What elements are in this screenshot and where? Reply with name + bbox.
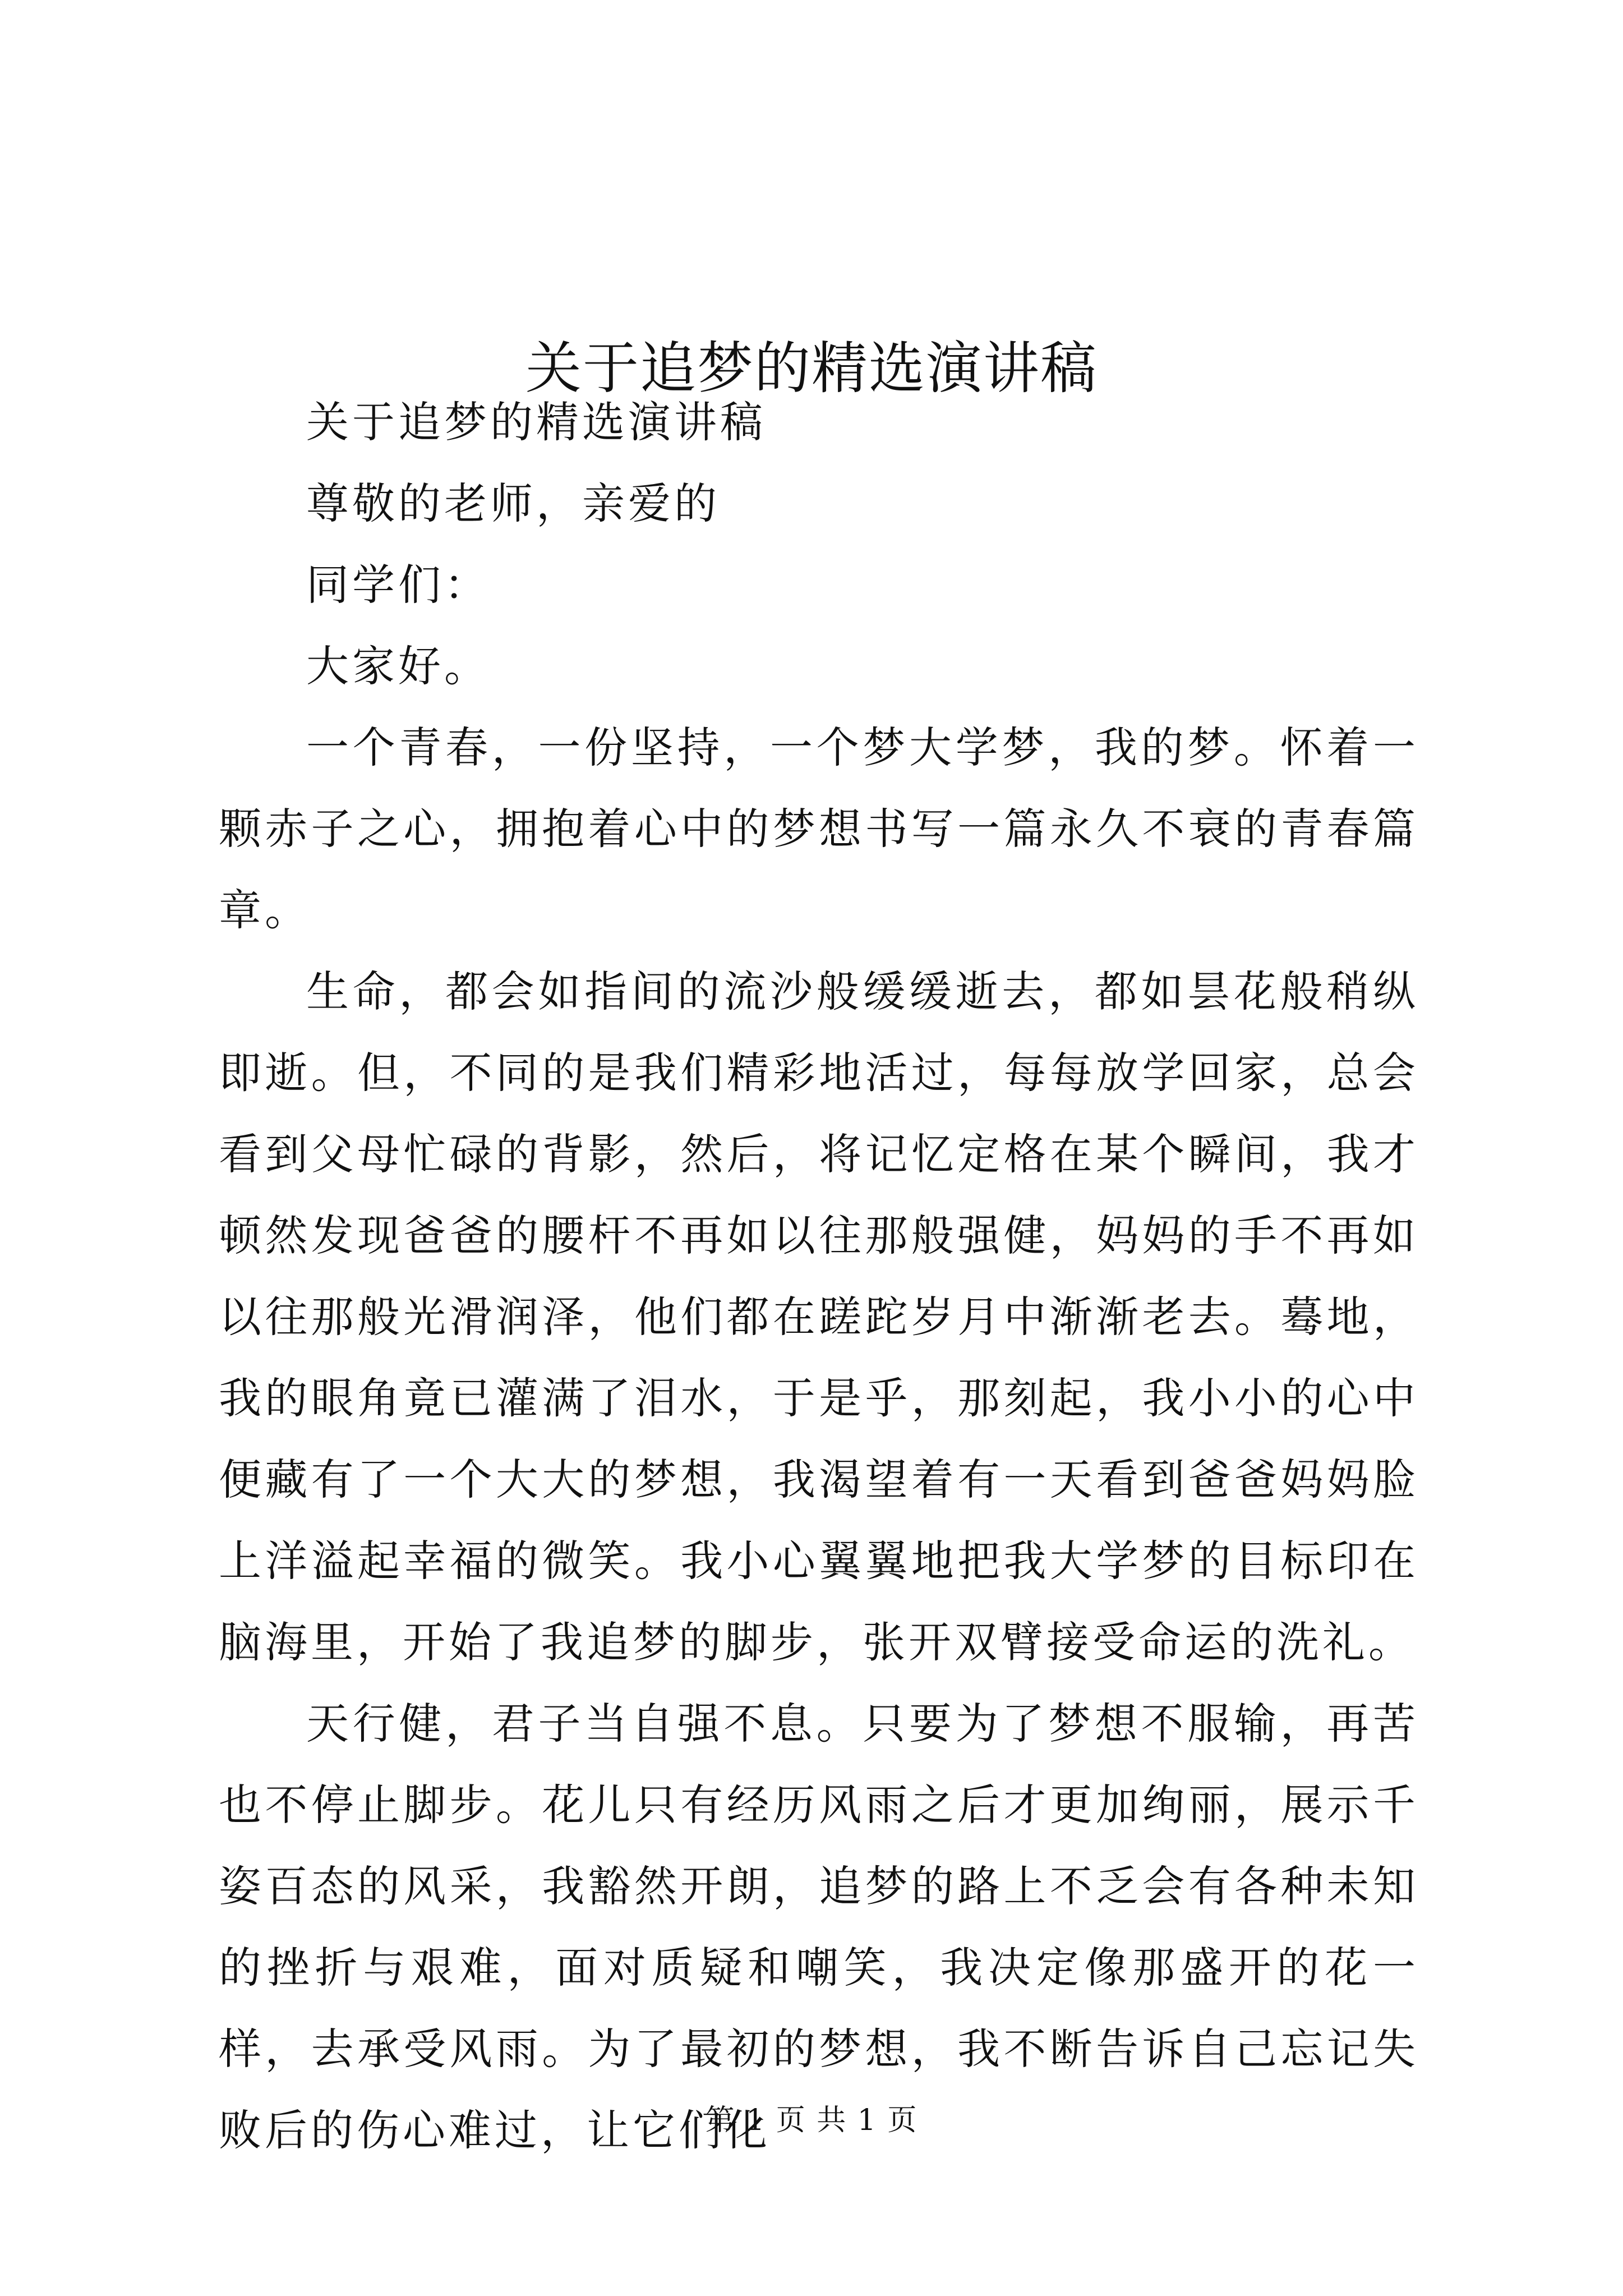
- paragraph-subtitle: 关于追梦的精选演讲稿: [306, 397, 766, 447]
- paragraph-3: 天行健，君子当自强不息。只要为了梦想不服输，再苦也不停止脚步。花儿只有经历风雨之后才更加绚丽，展示千姿百态的风采，我豁然开朗，追梦的路上不乏会有各种未知的挫折与艰难，面对质疑和嘲笑，我决定像那盛开的花一样，去承受风雨。为了最初的梦想，我不断告诉自己忘记失败后的伤心难过，让它们化: [219, 1699, 1419, 2155]
- paragraph-2: 生命，都会如指间的流沙般缓缓逝去，都如昙花般稍纵即逝。但，不同的是我们精彩地活过，每每放学回家，总会看到父母忙碌的背影，然后，将记忆定格在某个瞬间，我才顿然发现爸爸的腰杆不再如以往那般强健，妈妈的手不再如以往那般光滑润泽，他们都在蹉跎岁月中渐渐老去。蓦地，我的眼角竟已灌满了泪水，于是乎，那刻起，我小小的心中便藏有了一个大大的梦想，我渴望着有一天看到爸爸妈妈脸上洋溢起幸福的微笑。我小心翼翼地把我大学梦的目标印在脑海里，开始了我追梦的脚步，张开双臂接受命运的洗礼。: [219, 967, 1419, 1667]
- paragraph-greeting: 大家好。: [306, 641, 490, 691]
- paragraph-1: 一个青春，一份坚持，一个梦大学梦，我的梦。怀着一颗赤子之心，拥抱着心中的梦想书写一篇永久不衰的青春篇章。: [219, 723, 1419, 935]
- document-title: 关于追梦的精选演讲稿: [525, 335, 1098, 401]
- paragraph-salutation: 尊敬的老师，亲爱的: [306, 478, 720, 528]
- document-body: [219, 381, 1419, 2171]
- paragraph-salutation-cont: 同学们：: [306, 560, 490, 610]
- page-footer: 第 1 页 共 1 页: [705, 2104, 918, 2137]
